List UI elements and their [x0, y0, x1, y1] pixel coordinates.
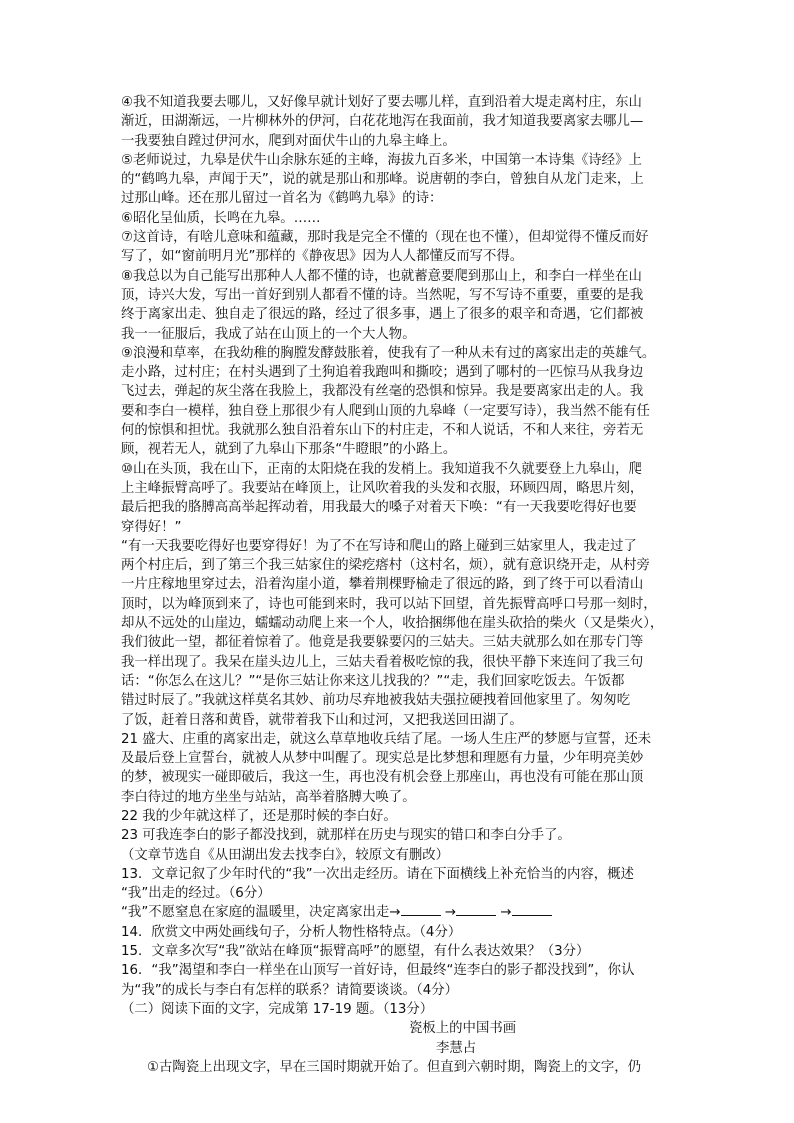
text-line: 我一一征服后，我成了站在山顶上的一个大人物。	[121, 326, 416, 342]
fill-in-line	[121, 903, 677, 922]
text-line: 却从不远处的山崖边，蠕蠕动动爬上来一个人，收拾捆绑他在崖头砍拾的柴火（又是柴火），	[121, 616, 664, 632]
text-line: （文章节选自《从田湖出发去找李白》，较原文有删改）	[121, 847, 450, 863]
text-line: 的梦，被现实一碰即破后，我这一生，再也没有机会登上那座山，再也没有可能在那山顶	[121, 770, 644, 786]
text-line: 一我要独自蹚过伊河水，爬到对面伏牛山的九皋主峰上。	[121, 133, 456, 149]
text-line: ⑩山在头顶，我在山下，正南的太阳烧在我的发梢上。我知道我不久就要登上九皋山，爬	[121, 461, 642, 477]
text-line: 及最后登上宣誓台，就被人从梦中叫醒了。现实总是比梦想和理愿有力量，少年明亮美妙	[121, 751, 644, 767]
text-line: ⑥昭化呈仙质，长鸣在九皋。……	[121, 210, 321, 226]
text-line: ⑧我总以为自己能写出那种人人都不懂的诗，也就蓄意要爬到那山上，和李白一样坐在山	[121, 268, 642, 284]
text-line: 何的惊惧和担忧。我就那么独自沿着东山下的村庄走，不和人说话，不和人来往，旁若无	[121, 423, 644, 439]
blank-1[interactable]	[401, 903, 441, 916]
text-line: ⑤老师说过，九皋是伏牛山余脉东延的主峰，海拔九百多米，中国第一本诗集《诗经》上	[121, 152, 642, 168]
text-line: 写了，如“窗前明月光”那样的《静夜思》因为人人都懂反而写不得。	[121, 249, 524, 265]
question-line: 16．“我”渴望和李白一样坐在山顶写一首好诗，但最终“连李白的影子都没找到”，你认	[121, 963, 635, 979]
text-line: 渐近，田湖渐远，一片柳林外的伊河，白花花地泻在我面前，我才知道我要离家去哪儿—	[121, 114, 644, 130]
arrow-3: →	[500, 905, 512, 921]
article-title: 瓷板上的中国书画	[409, 1021, 517, 1037]
text-line: 22 我的少年就这样了，还是那时候的李白好。	[121, 808, 397, 824]
blank-3[interactable]	[512, 903, 552, 916]
text-line: 的“鹤鸣九皋，声闻于天”，说的就是那山和那峰。说唐朝的李白，曾独自从龙门走来，上	[121, 172, 644, 188]
text-line: 13．文章记叙了少年时代的“我”一次出走经历。请在下面横线上补充恰当的内容，概述	[121, 866, 634, 882]
document-page	[121, 93, 677, 1077]
text-line: 21 盛大、庄重的离家出走，就这么草草地收兵结了尾。一场人生庄严的梦愿与宣誓，还未	[121, 731, 652, 747]
text-line: 我一样出现了。我呆在崖头边儿上，三姑夫看着极吃惊的我，很快平静下来连问了我三句	[121, 654, 644, 670]
fill-in-prefix: “我”不愿窒息在家庭的温暖里，决定离家出走	[121, 905, 390, 921]
text-line: 23 可我连李白的影子都没找到，就那样在历史与现实的错口和李白分手了。	[121, 828, 571, 844]
question-line: 15．文章多次写“我”欲站在峰顶“振臂高呼”的愿望，有什么表达效果？（3分）	[121, 944, 590, 960]
question-line: 14．欣赏文中两处画线句子，分析人物性格特点。（4分）	[121, 924, 462, 940]
article-author: 李慧占	[436, 1040, 477, 1056]
text-line: 话：“你怎么在这儿？”“是你三姑让你来这儿找我的？”“走，我们回家吃饭去。午饭都	[121, 673, 625, 689]
text-line: 错过时辰了。”我就这样莫名其妙、前功尽弃地被我姑夫强拉硬拽着回他家里了。匆匆吃	[121, 693, 631, 709]
questions	[121, 923, 677, 1019]
text-line: 上主峰振臂高呼了。我要站在峰顶上，让风吹着我的头发和衣服，环顾四周，略思片刻，	[121, 480, 644, 496]
text-line: “有一天我要吃得好也要穿得好！为了不在写诗和爬山的路上碰到三姑家里人，我走过了	[121, 538, 637, 554]
text-line: 顾，视若无人，就到了九皋山下那条“牛瞪眼”的小路上。	[121, 442, 457, 458]
article-body	[121, 93, 677, 903]
arrow-1: →	[389, 905, 401, 921]
blank-2[interactable]	[456, 903, 496, 916]
text-line: ④我不知道我要去哪儿，又好像早就计划好了要去哪儿样，直到沿着大堤走离村庄，东山	[121, 95, 642, 110]
text-line: 终于离家出走、独自走了很远的路，经过了很多事，遇上了很多的艰辛和奇遇，它们都被	[121, 307, 644, 323]
text-line: 走小路，过村庄；在村头遇到了土狗追着我跑叫和撕咬；遇到了哪村的一匹惊马从我身边	[121, 365, 644, 381]
text-line: 穿得好！”	[121, 519, 182, 535]
text-line: 一片庄稼地里穿过去，沿着沟崖小道，攀着荆棵野榆走了很远的路，到了终于可以看清山	[121, 577, 644, 593]
text-line: 我们彼此一望，都征着惊着了。他竟是我要躲要闪的三姑夫。三姑夫就那么如在那专门等	[121, 635, 644, 651]
text-line: “我”出走的经过。（6分）	[121, 886, 271, 902]
question-line: 为“我”的成长与李白有怎样的联系？请简要谈谈。（4分）	[121, 982, 459, 998]
text-line: 李白待过的地方坐坐与站站，高举着胳膊大唤了。	[121, 789, 416, 805]
text-line: 顶，诗兴大发，写出一首好到别人都看不懂的诗。当然呢，写不写诗不重要，重要的是我	[121, 287, 644, 303]
first-paragraph: ①古陶瓷上出现文字，早在三国时期就开始了。但直到六朝时期，陶瓷上的文字，仍	[147, 1059, 642, 1075]
text-line: 飞过去，弹起的灰尘落在我脸上，我都没有丝毫的恐惧和惊异。我是要离家出走的人。我	[121, 384, 644, 400]
text-line: 过那山峰。还在那儿留过一首名为《鹤鸣九皋》的诗：	[121, 191, 443, 207]
text-line: 了饭，赶着日落和黄昏，就带着我下山和过河，又把我送回田湖了。	[121, 712, 523, 728]
text-line: 两个村庄后，到了第三个我三姑家住的梁疙瘩村（这村名，烦），就有意识绕开走，从村旁	[121, 558, 650, 574]
text-line: ⑦这首诗，有啥儿意味和蕴藏，那时我是完全不懂的（现在也不懂），但却觉得不懂反而好	[121, 230, 649, 246]
arrow-2: →	[444, 905, 457, 921]
text-line: 顶时，以为峰顶到来了，诗也可能到来时，我可以站下回望，首先振臂高呼口号那一刻时，	[121, 596, 657, 612]
question-line: （二）阅读下面的文字，完成第 17-19 题。（13分）	[121, 1001, 434, 1017]
text-line: 要和李白一模样，独自登上那很少有人爬到山顶的九皋峰（一定要写诗），我当然不能有任	[121, 403, 650, 419]
text-line: 最后把我的胳膊高高举起挥动着，用我最大的嗓子对着天下唤：“有一天我要吃得好也要	[121, 500, 637, 516]
text-line: ⑨浪漫和草率，在我幼稚的胸膛发酵鼓胀着，使我有了一种从未有过的离家出走的英雄气。	[121, 345, 656, 361]
